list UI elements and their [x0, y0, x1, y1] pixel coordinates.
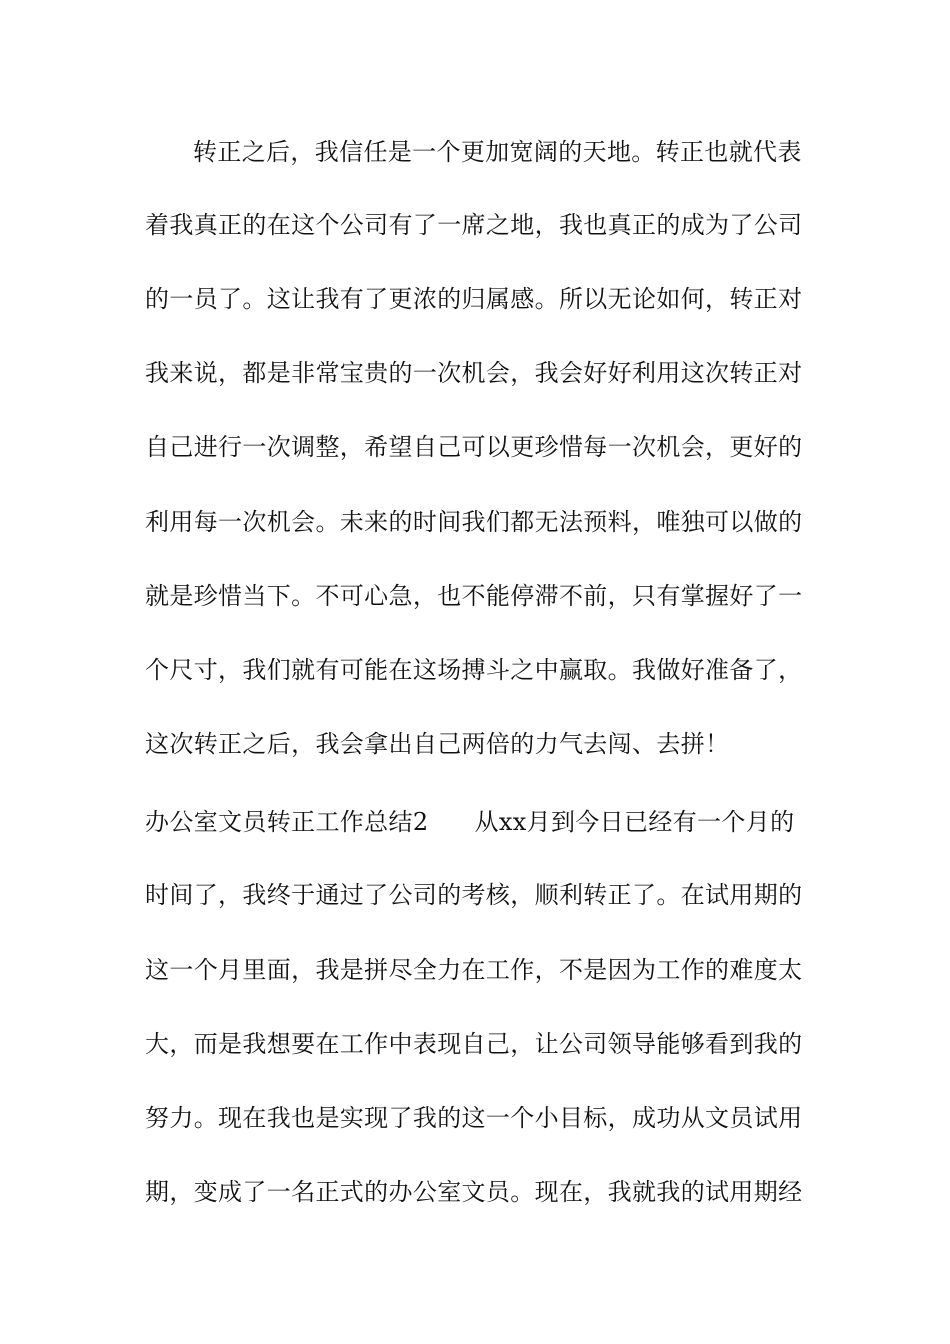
paragraph-line: 大，而是我想要在工作中表现自己，让公司领导能够看到我的: [145, 1030, 803, 1058]
paragraph-line: 期，变成了一名正式的办公室文员。现在，我就我的试用期经: [145, 1178, 803, 1206]
paragraph-line: 利用每一次机会。未来的时间我们都无法预料，唯独可以做的: [145, 508, 803, 536]
paragraph-line: 这一个月里面，我是拼尽全力在工作，不是因为工作的难度太: [145, 956, 803, 984]
paragraph-line: 着我真正的在这个公司有了一席之地，我也真正的成为了公司: [145, 211, 803, 239]
paragraph-line: 个尺寸，我们就有可能在这场搏斗之中赢取。我做好准备了，: [145, 656, 803, 684]
paragraph-line: 这次转正之后，我会拿出自己两倍的力气去闯、去拼！: [145, 730, 730, 758]
section-first-line: 从xx月到今日已经有一个月的: [474, 808, 795, 836]
paragraph-line: 转正之后，我信任是一个更加宽阔的天地。转正也就代表: [193, 138, 802, 166]
paragraph-line: 就是珍惜当下。不可心急，也不能停滞不前，只有掌握好了一: [145, 582, 803, 610]
paragraph-line: 时间了，我终于通过了公司的考核，顺利转正了。在试用期的: [145, 881, 803, 909]
section-heading: 办公室文员转正工作总结2: [145, 808, 429, 836]
paragraph-line: 努力。现在我也是实现了我的这一个小目标，成功从文员试用: [145, 1104, 803, 1132]
paragraph-line: 的一员了。这让我有了更浓的归属感。所以无论如何，转正对: [145, 285, 803, 313]
paragraph-line: 我来说，都是非常宝贵的一次机会，我会好好利用这次转正对: [145, 359, 803, 387]
section-heading-line: [145, 807, 794, 837]
paragraph-line: 自己进行一次调整，希望自己可以更珍惜每一次机会，更好的: [145, 433, 803, 461]
